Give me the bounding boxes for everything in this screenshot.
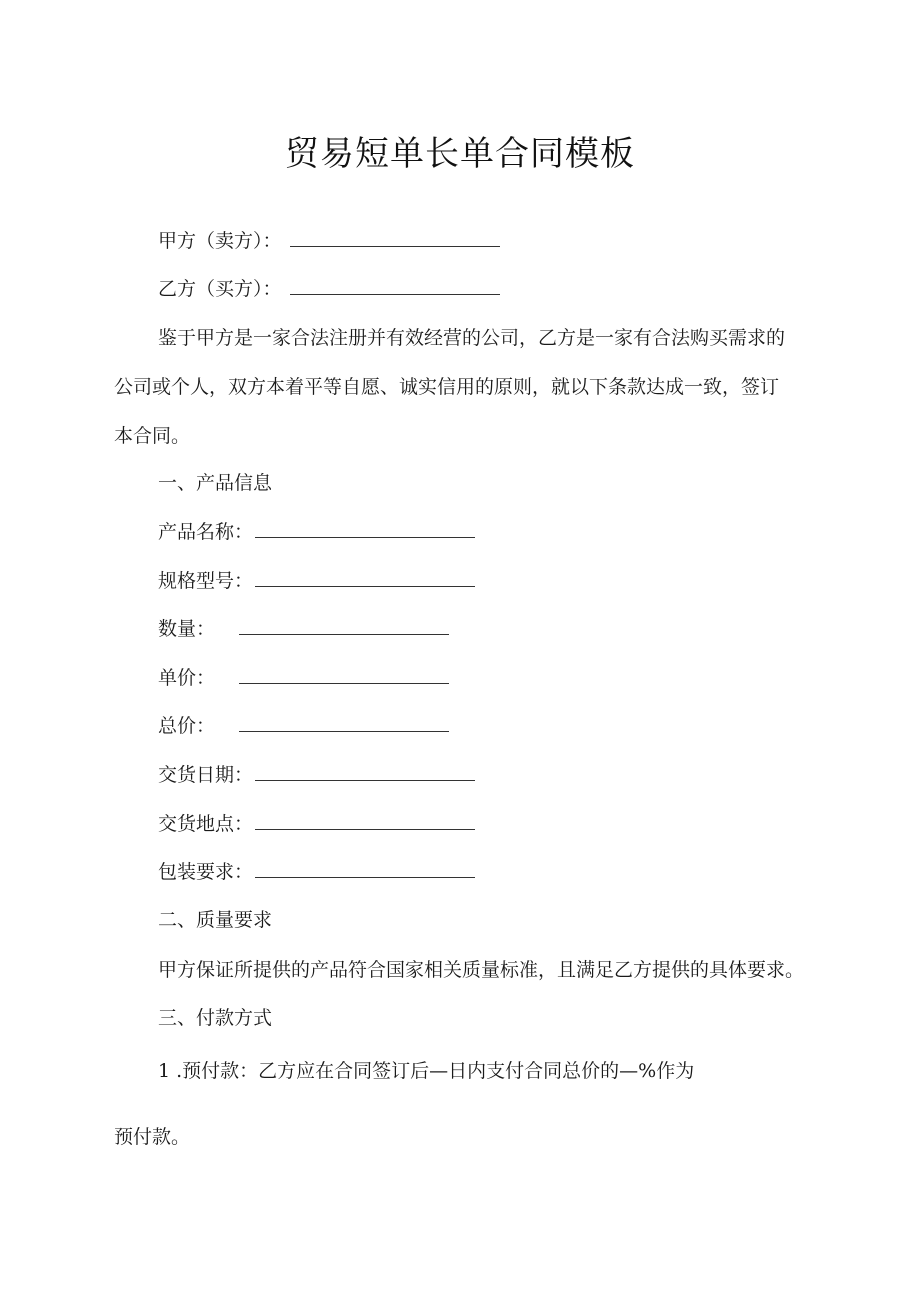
- section-1-heading: 一、产品信息: [158, 472, 273, 494]
- delivery-place-blank: [255, 811, 475, 830]
- party-a-label: 甲方（卖方）：: [158, 230, 282, 252]
- quantity-label: 数量：: [158, 618, 216, 640]
- packaging-row: [158, 859, 475, 885]
- intro-line-2: 公司或个人，双方本着平等自愿、诚实信用的原则，就以下条款达成一致，签订: [114, 376, 780, 398]
- product-name-blank: [255, 519, 475, 538]
- delivery-place-row: [158, 811, 475, 837]
- party-b-blank: [290, 276, 500, 295]
- payment-line-2: 预付款。: [114, 1126, 191, 1148]
- quantity-blank: [239, 616, 449, 635]
- intro-line-1: 鉴于甲方是一家合法注册并有效经营的公司，乙方是一家有合法购买需求的: [158, 327, 786, 349]
- intro-line-3: 本合同。: [114, 425, 191, 447]
- total-price-label: 总价：: [158, 715, 216, 737]
- packaging-label: 包装要求：: [158, 861, 254, 883]
- delivery-place-label: 交货地点：: [158, 813, 254, 835]
- quality-text: 甲方保证所提供的产品符合国家相关质量标准，且满足乙方提供的具体要求。: [158, 959, 805, 981]
- total-price-blank: [239, 713, 449, 732]
- delivery-date-label: 交货日期：: [158, 764, 254, 786]
- unit-price-blank: [239, 665, 449, 684]
- product-name-label: 产品名称：: [158, 521, 254, 543]
- packaging-blank: [255, 859, 475, 878]
- payment-line-1: 1 .预付款：乙方应在合同签订后—日内支付合同总价的—%作为: [158, 1060, 695, 1082]
- section-3-heading: 三、付款方式: [158, 1007, 273, 1029]
- total-price-row: [158, 713, 449, 739]
- product-name-row: [158, 519, 475, 545]
- section-2-heading: 二、质量要求: [158, 909, 273, 931]
- party-b-label: 乙方（买方）：: [158, 278, 282, 300]
- unit-price-row: [158, 665, 449, 691]
- page-title: 贸易短单长单合同模板: [285, 134, 635, 174]
- delivery-date-blank: [255, 762, 475, 781]
- quantity-row: [158, 616, 449, 642]
- party-a-blank: [290, 228, 500, 247]
- spec-row: [158, 568, 475, 594]
- spec-label: 规格型号：: [158, 570, 254, 592]
- spec-blank: [255, 568, 475, 587]
- unit-price-label: 单价：: [158, 667, 216, 689]
- party-a-row: [158, 228, 500, 254]
- delivery-date-row: [158, 762, 475, 788]
- party-b-row: [158, 276, 500, 302]
